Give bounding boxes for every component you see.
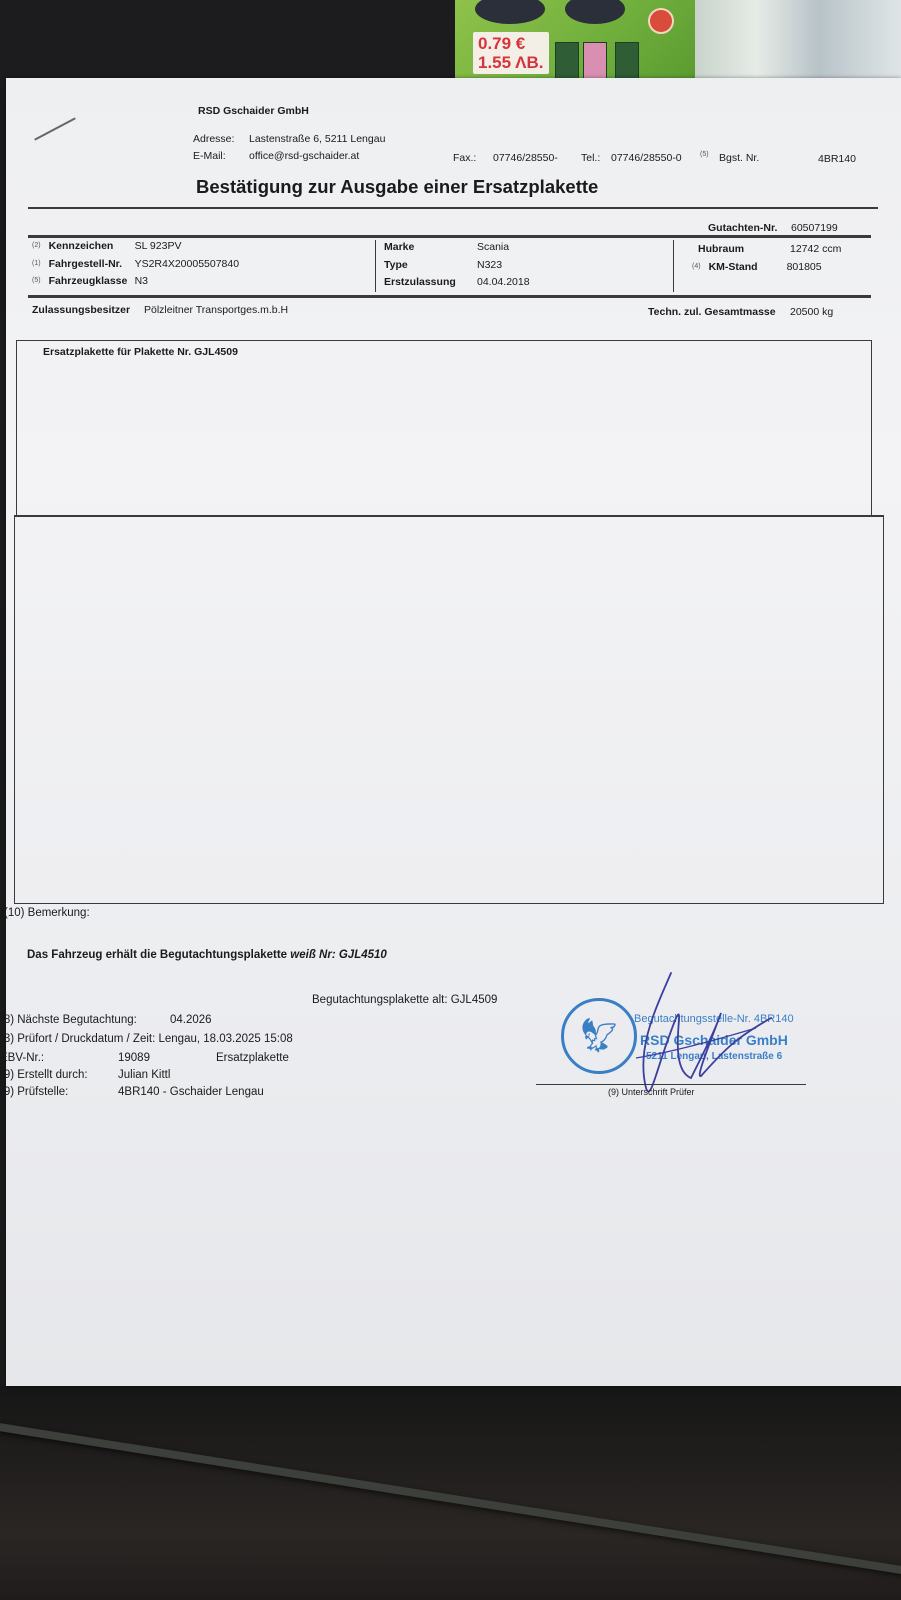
hubraum-label: Hubraum xyxy=(698,243,745,255)
email-label: E-Mail: xyxy=(193,150,226,162)
background-glass-table xyxy=(0,1385,901,1600)
field-marker: (4) xyxy=(692,263,701,270)
flyer-graphic xyxy=(565,0,625,24)
tel-value: 07746/28550-0 xyxy=(611,152,682,164)
tel-label: Tel.: xyxy=(581,152,601,164)
bgst-label: Bgst. Nr. xyxy=(719,152,760,164)
company-name: RSD Gschaider GmbH xyxy=(198,105,309,117)
document-title: Bestätigung zur Ausgabe einer Ersatzplakette xyxy=(196,176,599,197)
signature-stroke xyxy=(643,973,771,1092)
column-divider xyxy=(375,240,376,292)
flyer-product xyxy=(583,42,607,82)
background-flyer xyxy=(455,0,695,85)
type-label: Type xyxy=(384,259,408,271)
detail-extra: Ersatzplakette xyxy=(216,1052,289,1064)
stamp-line-2: RSD Gschaider GmbH xyxy=(640,1032,788,1048)
kennzeichen-value: SL 923PV xyxy=(134,240,182,252)
detail-label: EBV-Nr.: xyxy=(0,1052,45,1064)
mass-value: 20500 kg xyxy=(790,306,834,318)
address-label: Adresse: xyxy=(193,133,235,145)
bgst-value: 4BR140 xyxy=(818,153,856,165)
plate-statement xyxy=(27,949,387,961)
detail-value: 04.2026 xyxy=(170,1014,212,1026)
detail-next-inspection xyxy=(0,1014,212,1026)
fax-value: 07746/28550- xyxy=(493,152,558,164)
stamp-line-1: Begutachtungsstelle-Nr. 4BR140 xyxy=(634,1013,794,1025)
detail-location-date xyxy=(0,1033,293,1045)
document-page xyxy=(0,78,901,1386)
detail-test-station xyxy=(0,1086,264,1098)
field-marker: (1) xyxy=(32,260,41,267)
kennzeichen-label: Kennzeichen xyxy=(48,240,114,252)
vehicle-table-top-rule xyxy=(28,235,871,238)
flyer-price-1: 0.79 € xyxy=(478,34,526,53)
vehicle-table-bottom-rule xyxy=(28,295,871,298)
fahrgestell-label: Fahrgestell-Nr. xyxy=(48,258,123,270)
owner-label: Zulassungsbesitzer xyxy=(32,304,131,316)
flyer-product xyxy=(555,42,579,82)
detail-value: 19089 xyxy=(118,1052,150,1064)
type-row xyxy=(384,259,502,271)
fahrzeugklasse-label: Fahrzeugklasse xyxy=(48,275,128,287)
kennzeichen-row xyxy=(32,240,181,252)
mass-label: Techn. zul. Gesamtmasse xyxy=(648,306,776,318)
replacement-plate-title: Ersatzplakette für Plakette Nr. GJL4509 xyxy=(43,346,238,358)
marke-label: Marke xyxy=(384,241,415,253)
fahrgestell-value: YS2R4X20005507840 xyxy=(134,258,240,270)
stamp-line-3: 5211 Lengau, Lastenstraße 6 xyxy=(646,1051,783,1062)
fahrgestell-row xyxy=(32,258,239,270)
plate-statement-text: Das Fahrzeug erhält die Begutachtungsplakette xyxy=(27,949,288,961)
fax-label: Fax.: xyxy=(453,152,477,164)
handwritten-signature xyxy=(596,958,776,1108)
detail-created-by xyxy=(0,1069,170,1081)
signature-stroke xyxy=(636,1028,756,1058)
type-value: N323 xyxy=(477,259,503,271)
replacement-plate-box xyxy=(16,340,872,517)
hubraum-value: 12742 ccm xyxy=(790,243,842,255)
email-value: office@rsd-gschaider.at xyxy=(249,150,360,162)
blank-content-box xyxy=(14,515,884,904)
detail-label: (8) Nächste Begutachtung: xyxy=(0,1014,137,1026)
signature-line xyxy=(536,1084,806,1085)
owner-value: Pölzleitner Transportges.m.b.H xyxy=(144,304,289,316)
bgst-marker: (5) xyxy=(700,151,709,158)
mass-row xyxy=(648,306,833,318)
flyer-product xyxy=(615,42,639,82)
fahrzeugklasse-value: N3 xyxy=(134,275,148,287)
erstzulassung-row xyxy=(384,276,530,288)
detail-value: 4BR140 - Gschaider Lengau xyxy=(118,1086,264,1098)
hubraum-row xyxy=(698,243,841,255)
background-shelf xyxy=(695,0,901,85)
old-plate: Begutachtungsplakette alt: GJL4509 xyxy=(312,994,498,1006)
km-stand-label: KM-Stand xyxy=(708,261,758,273)
detail-label: (9) Erstellt durch: xyxy=(0,1069,88,1081)
gutachten-value: 60507199 xyxy=(791,222,838,234)
marke-row xyxy=(384,241,509,253)
column-divider xyxy=(673,240,674,292)
title-divider xyxy=(28,207,878,209)
erstzulassung-label: Erstzulassung xyxy=(384,276,456,288)
address-value: Lastenstraße 6, 5211 Lengau xyxy=(249,133,386,145)
detail-ebv xyxy=(0,1052,289,1064)
flyer-price-tag xyxy=(473,32,549,74)
field-marker: (2) xyxy=(32,242,41,249)
marke-value: Scania xyxy=(477,241,510,253)
erstzulassung-value: 04.04.2018 xyxy=(477,276,530,288)
austrian-eagle-icon: 🦅︎ xyxy=(577,1017,621,1055)
km-stand-value: 801805 xyxy=(786,261,822,273)
gutachten-label: Gutachten-Nr. xyxy=(708,222,778,234)
km-stand-row xyxy=(692,261,822,273)
flyer-graphic xyxy=(475,0,545,24)
staple-mark xyxy=(34,117,76,140)
new-plate-number: weiß Nr: GJL4510 xyxy=(290,949,387,961)
detail-label: (3) Prüfort / Druckdatum / Zeit: xyxy=(0,1033,156,1045)
detail-value: Julian Kittl xyxy=(118,1069,171,1081)
flyer-logo-icon xyxy=(648,8,674,34)
signature-caption: (9) Unterschrift Prüfer xyxy=(608,1087,695,1097)
flyer-price-2: 1.55 ΛB. xyxy=(478,53,544,72)
detail-label: (9) Prüfstelle: xyxy=(0,1086,69,1098)
detail-value: Lengau, 18.03.2025 15:08 xyxy=(158,1033,293,1045)
remarks-label: (10) Bemerkung: xyxy=(4,907,90,919)
field-marker: (5) xyxy=(32,277,41,284)
owner-row xyxy=(32,304,288,316)
fahrzeugklasse-row xyxy=(32,275,148,287)
